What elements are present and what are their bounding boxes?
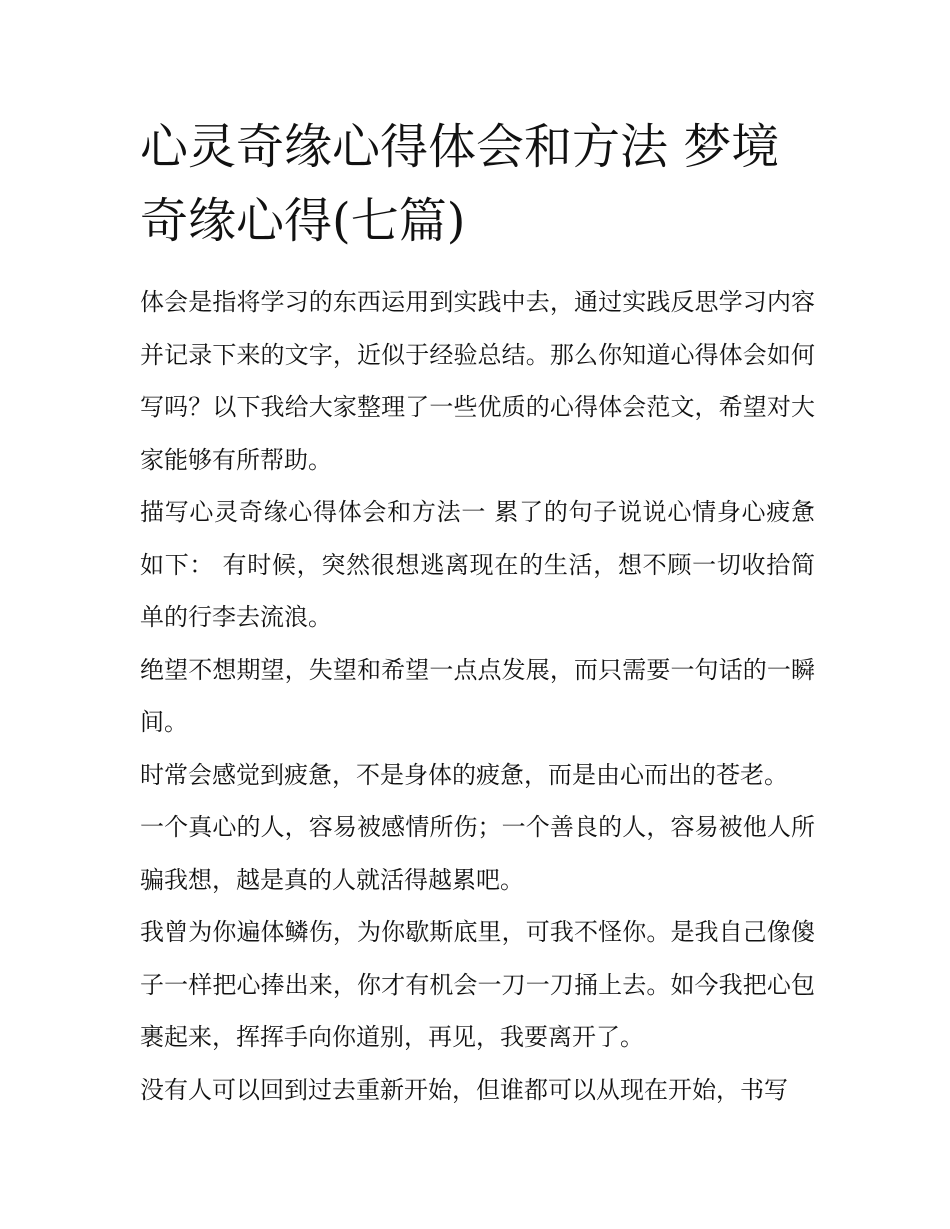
- document-page: [140, 110, 815, 1116]
- paragraph-4: 一个真心的人，容易被感情所伤；一个善良的人，容易被他人所骗我想，越是真的人就活得越累吧。: [140, 813, 815, 894]
- paragraph-5: 我曾为你遍体鳞伤，为你歇斯底里，可我不怪你。是我自己像傻子一样把心捧出来，你才有机会一刀一刀捅上去。如今我把心包裹起来，挥挥手向你道别，再见，我要离开了。: [140, 918, 815, 1051]
- paragraph-intro: 体会是指将学习的东西运用到实践中去，通过实践反思学习内容并记录下来的文字，近似于经验总结。那么你知道心得体会如何写吗？以下我给大家整理了一些优质的心得体会范文，希望对大家能够有所帮助。: [140, 288, 815, 474]
- paragraph-2: 绝望不想期望，失望和希望一点点发展，而只需要一句话的一瞬间。: [140, 655, 815, 736]
- paragraph-6: 没有人可以回到过去重新开始，但谁都可以从现在开始，书写: [140, 1075, 788, 1104]
- document-title: 心灵奇缘心得体会和方法 梦境奇缘心得(七篇): [140, 119, 780, 249]
- paragraph-1: 描写心灵奇缘心得体会和方法一 累了的句子说说心情身心疲惫如下： 有时候，突然很想逃离现在的生活，想不顾一切收拾简单的行李去流浪。: [140, 498, 815, 631]
- paragraph-3: 时常会感觉到疲惫，不是身体的疲惫，而是由心而出的苍老。: [140, 760, 788, 789]
